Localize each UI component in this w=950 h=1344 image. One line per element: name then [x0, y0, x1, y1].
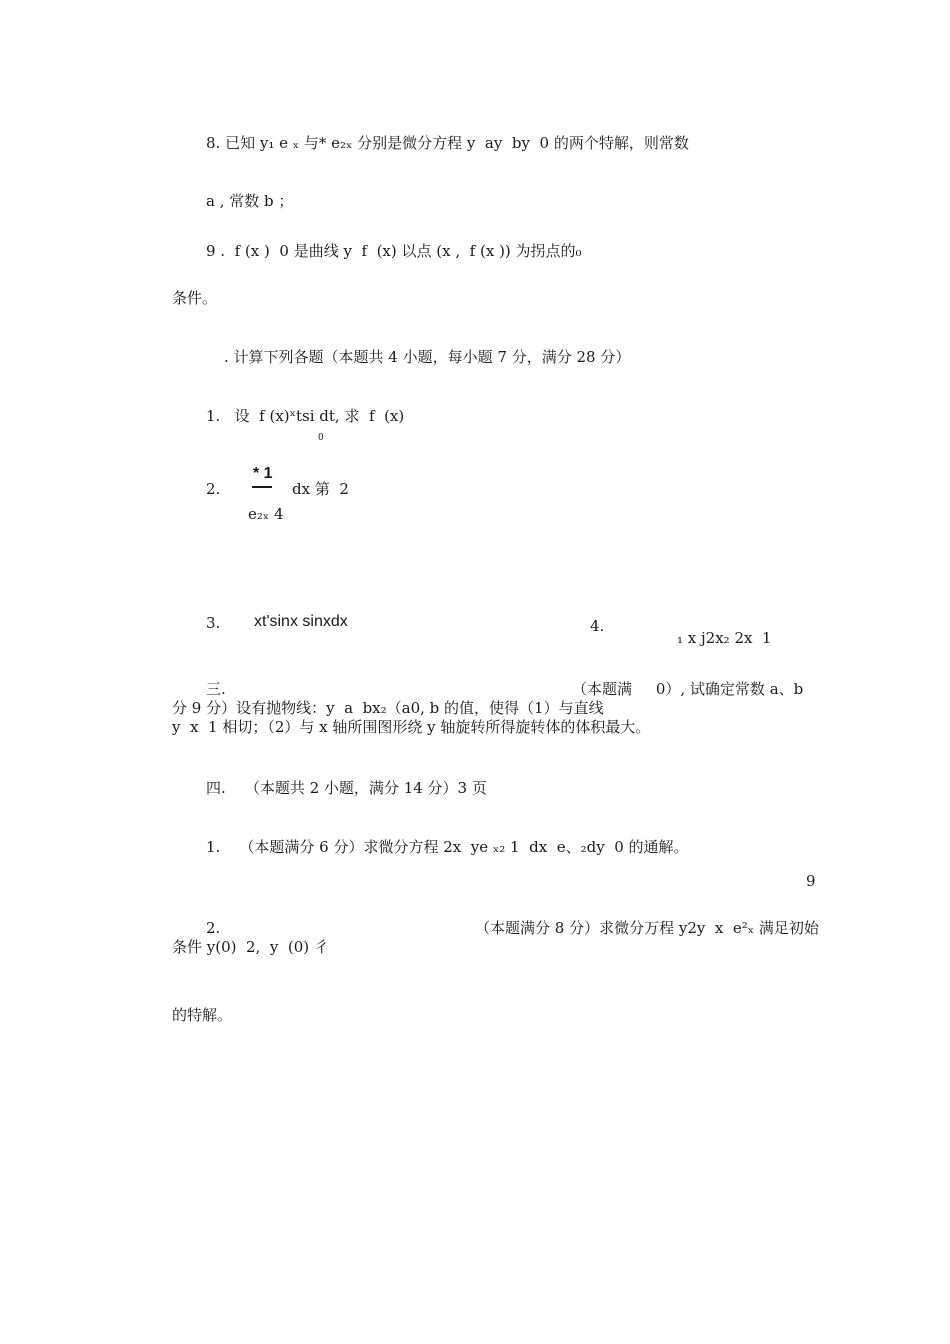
problem2-fraction-bar	[252, 486, 272, 488]
problem2-dx: dx 第 2	[292, 480, 349, 498]
section4-problem2-number: 2.	[206, 919, 221, 937]
problem2-denominator: e₂ₓ 4	[248, 505, 284, 523]
problem2-numerator: * 1	[253, 465, 273, 482]
section4-problem2-line2: 条件 y(0) 2, y (0) 彳	[172, 938, 329, 956]
section2-title: . 计算下列各题（本题共 4 小题，每小题 7 分，满分 28 分）	[224, 348, 631, 366]
problem4-number: 4.	[590, 617, 605, 635]
problem1-expression: 1. 设 f (x)ˣtsi dt, 求 f (x)	[206, 407, 405, 425]
section4-title: 四. （本题共 2 小题，满分 14 分）3 页	[206, 779, 487, 797]
q8-line2: a , 常数 b ；	[206, 192, 294, 210]
q9-line2: 条件。	[172, 289, 218, 307]
section3-heading: 三.	[206, 680, 226, 698]
section4-problem2-mark: 9	[806, 872, 816, 890]
section3-heading-right: （本题满 0）, 试确定常数 a、b	[572, 680, 804, 698]
problem2-number: 2.	[206, 480, 221, 498]
section3-line1: 分 9 分）设有抛物线：y a bx₂（a0, b 的值，使得（1）与直线	[172, 699, 604, 717]
q8-line1: 8. 已知 y₁ e ₓ 与* e₂ₓ 分别是微分方程 y ay by 0 的两个特解，则常数	[206, 134, 689, 152]
section4-problem2-line3: 的特解。	[172, 1006, 233, 1024]
section3-line2: y x 1 相切；（2）与 x 轴所围图形绕 y 轴旋转所得旋转体的体积最大。	[172, 718, 651, 736]
problem3-number: 3.	[206, 614, 221, 632]
problem3-expression: xt'sinx sinxdx	[254, 613, 348, 630]
problem4-expression: ₁ x j2x₂ 2x 1	[677, 629, 772, 647]
section4-problem2-text: （本题满分 8 分）求微分万程 y2y x e²ₓ 满足初始	[475, 919, 819, 937]
problem1-integral-lower-limit: 0	[318, 433, 324, 443]
section4-problem1: 1. （本题满分 6 分）求微分方程 2x ye ₓ₂ 1 dx e、₂dy 0 的通解。	[206, 838, 689, 856]
q9-line1: 9 . f (x ) 0 是曲线 y f (x) 以点 (x , f (x )) 为拐点的₀	[206, 242, 582, 260]
